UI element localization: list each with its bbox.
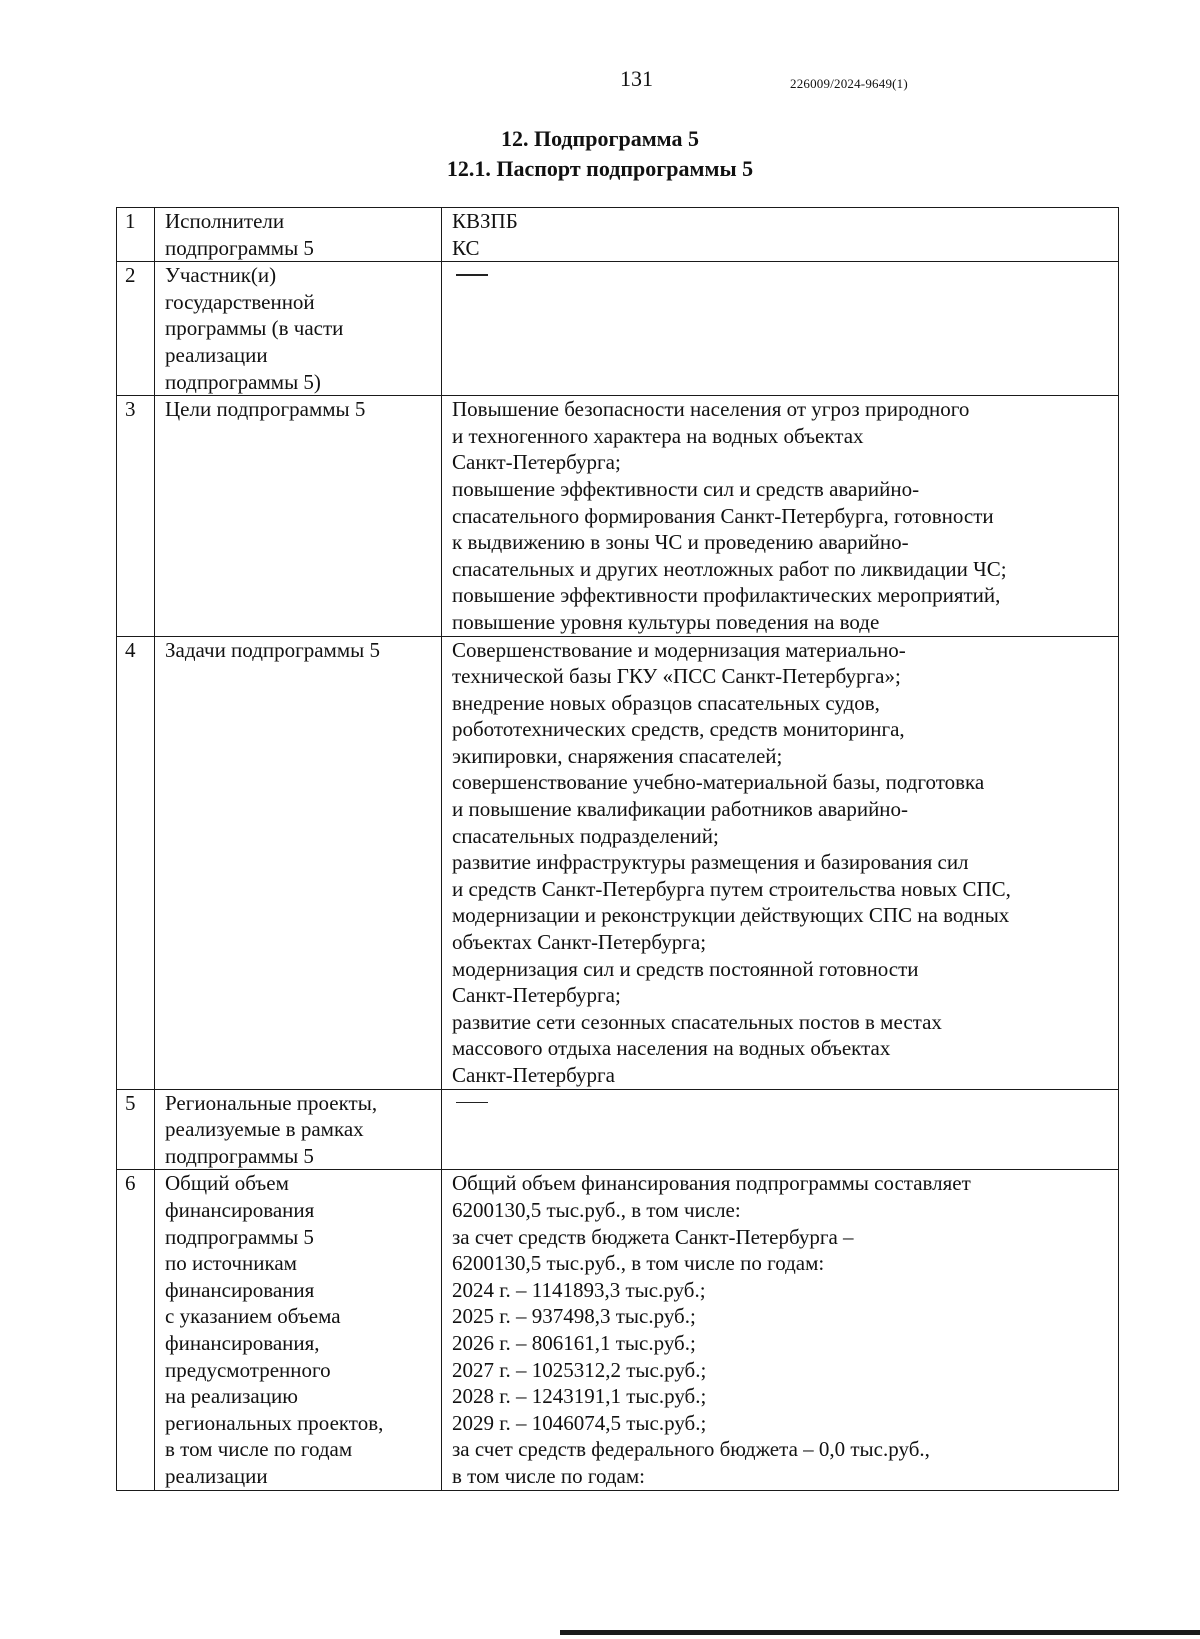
parameter-value-line: и средств Санкт-Петербурга путем строительства новых СПС, (452, 876, 1011, 901)
parameter-name-line: финансирования, (165, 1330, 320, 1355)
parameter-value-line: к выдвижению в зоны ЧС и проведению аварийно- (452, 530, 909, 555)
parameter-name-line: реализации (165, 342, 268, 367)
parameter-name-line: по источникам (165, 1251, 297, 1276)
parameter-value (442, 396, 1119, 636)
parameter-value-line: экипировки, снаряжения спасателей; (452, 743, 783, 768)
parameter-value-line: технической базы ГКУ «ПСС Санкт-Петербурга»; (452, 664, 901, 689)
parameter-value-line: повышение уровня культуры поведения на воде (452, 609, 880, 634)
parameter-name-line: программы (в части (165, 316, 344, 341)
parameter-name-line: подпрограммы 5 (165, 1224, 314, 1249)
parameter-value-line: 2025 г. – 937498,3 тыс.руб.; (452, 1304, 696, 1329)
passport-table (116, 207, 1119, 1491)
page-title (0, 124, 1200, 184)
empty-value-dash (452, 1090, 1118, 1117)
parameter-value-line: Повышение безопасности населения от угроз природного (452, 397, 970, 422)
parameter-value-line: повышение эффективности профилактических мероприятий, (452, 583, 1001, 608)
parameter-name-line: на реализацию (165, 1384, 298, 1409)
parameter-value-line: объектах Санкт-Петербурга; (452, 930, 707, 955)
parameter-name (155, 208, 442, 262)
parameter-value-line: модернизации и реконструкции действующих СПС на водных (452, 903, 1010, 928)
parameter-value-line: 2028 г. – 1243191,1 тыс.руб.; (452, 1384, 707, 1409)
parameter-name-line: с указанием объема (165, 1304, 341, 1329)
parameter-name-line: Региональные проекты, (165, 1090, 378, 1115)
row-number: 2 (117, 262, 155, 396)
row-number: 3 (117, 396, 155, 636)
parameter-value-line: 6200130,5 тыс.руб., в том числе по годам: (452, 1251, 825, 1276)
subprogram-title: 12. Подпрограмма 5 (500, 126, 700, 151)
parameter-name-line: Цели подпрограммы 5 (165, 397, 366, 422)
parameter-value-line: за счет средств федерального бюджета – 0,0 тыс.руб., (452, 1437, 930, 1462)
parameter-name-line: подпрограммы 5 (165, 1143, 314, 1168)
parameter-name-line: в том числе по годам (165, 1437, 353, 1462)
parameter-value-line: КВЗПБ (452, 209, 518, 233)
parameter-value-line: 2027 г. – 1025312,2 тыс.руб.; (452, 1357, 707, 1382)
parameter-value-line: спасательного формирования Санкт-Петербурга, готовности (452, 503, 994, 528)
parameter-name-line: финансирования (165, 1277, 315, 1302)
parameter-name-line: реализуемые в рамках (165, 1117, 364, 1142)
parameter-name-line: государственной (165, 289, 315, 314)
passport-table-body (117, 208, 1119, 1491)
row-number: 6 (117, 1170, 155, 1490)
page-number: 131 (620, 66, 653, 91)
table-row (117, 1089, 1119, 1170)
table-row (117, 208, 1119, 262)
parameter-value-line: спасательных подразделений; (452, 823, 719, 848)
empty-value-dash (452, 262, 1118, 289)
parameter-name (155, 1170, 442, 1490)
parameter-name-line: Исполнители (165, 209, 285, 233)
parameter-value-line: Санкт-Петербурга; (452, 450, 621, 475)
row-number: 5 (117, 1089, 155, 1170)
parameter-name (155, 262, 442, 396)
row-number: 1 (117, 208, 155, 262)
parameter-value-line: Совершенствование и модернизация материально- (452, 637, 906, 662)
parameter-value-line: за счет средств бюджета Санкт-Петербурга – (452, 1224, 854, 1249)
parameter-value-line: и техногенного характера на водных объектах (452, 423, 864, 448)
parameter-value-line: повышение эффективности сил и средств аварийно- (452, 476, 920, 501)
parameter-value (442, 262, 1119, 396)
parameter-value-line: совершенствование учебно-материальной базы, подготовка (452, 770, 985, 795)
table-row (117, 1170, 1119, 1490)
parameter-name-line: реализации (165, 1463, 268, 1488)
parameter-value-line: внедрение новых образцов спасательных судов, (452, 690, 880, 715)
parameter-value (442, 636, 1119, 1089)
parameter-value-line: КС (452, 235, 480, 260)
parameter-value-line: 6200130,5 тыс.руб., в том числе: (452, 1197, 741, 1222)
document-id: 226009/2024-9649(1) (790, 76, 908, 91)
table-row (117, 262, 1119, 396)
parameter-name-line: предусмотренного (165, 1357, 331, 1382)
parameter-name (155, 636, 442, 1089)
row-number: 4 (117, 636, 155, 1089)
parameter-value-line: 2024 г. – 1141893,3 тыс.руб.; (452, 1277, 706, 1302)
parameter-value-line: развитие сети сезонных спасательных постов в местах (452, 1009, 942, 1034)
parameter-value (442, 208, 1119, 262)
parameter-name (155, 396, 442, 636)
parameter-value-line: и повышение квалификации работников аварийно- (452, 797, 909, 822)
parameter-value (442, 1089, 1119, 1170)
parameter-value-line: Санкт-Петербурга; (452, 983, 621, 1008)
parameter-value-line: в том числе по годам: (452, 1463, 645, 1488)
parameter-value-line: развитие инфраструктуры размещения и базирования сил (452, 850, 969, 875)
passport-title: 12.1. Паспорт подпрограммы 5 (446, 156, 754, 181)
parameter-name-line: Задачи подпрограммы 5 (165, 637, 380, 662)
parameter-value-line: 2026 г. – 806161,1 тыс.руб.; (452, 1330, 696, 1355)
parameter-value-line: робототехнических средств, средств мониторинга, (452, 717, 905, 742)
parameter-value-line: спасательных и других неотложных работ по ликвидации ЧС; (452, 556, 1007, 581)
parameter-name-line: подпрограммы 5) (165, 369, 321, 394)
parameter-name-line: региональных проектов, (165, 1410, 384, 1435)
parameter-value-line: Санкт-Петербурга (452, 1063, 615, 1087)
parameter-value-line: 2029 г. – 1046074,5 тыс.руб.; (452, 1410, 707, 1435)
parameter-value-line: массового отдыха населения на водных объектах (452, 1036, 891, 1061)
parameter-name-line: финансирования (165, 1197, 315, 1222)
parameter-name-line: Общий объем (165, 1171, 289, 1196)
parameter-value (442, 1170, 1119, 1490)
bottom-rule (560, 1630, 1200, 1635)
table-row (117, 396, 1119, 636)
table-row (117, 636, 1119, 1089)
parameter-value-line: модернизация сил и средств постоянной готовности (452, 956, 919, 981)
parameter-value-line: Общий объем финансирования подпрограммы составляет (452, 1171, 971, 1196)
parameter-name (155, 1089, 442, 1170)
parameter-name-line: подпрограммы 5 (165, 235, 314, 260)
parameter-name-line: Участник(и) (165, 263, 277, 288)
